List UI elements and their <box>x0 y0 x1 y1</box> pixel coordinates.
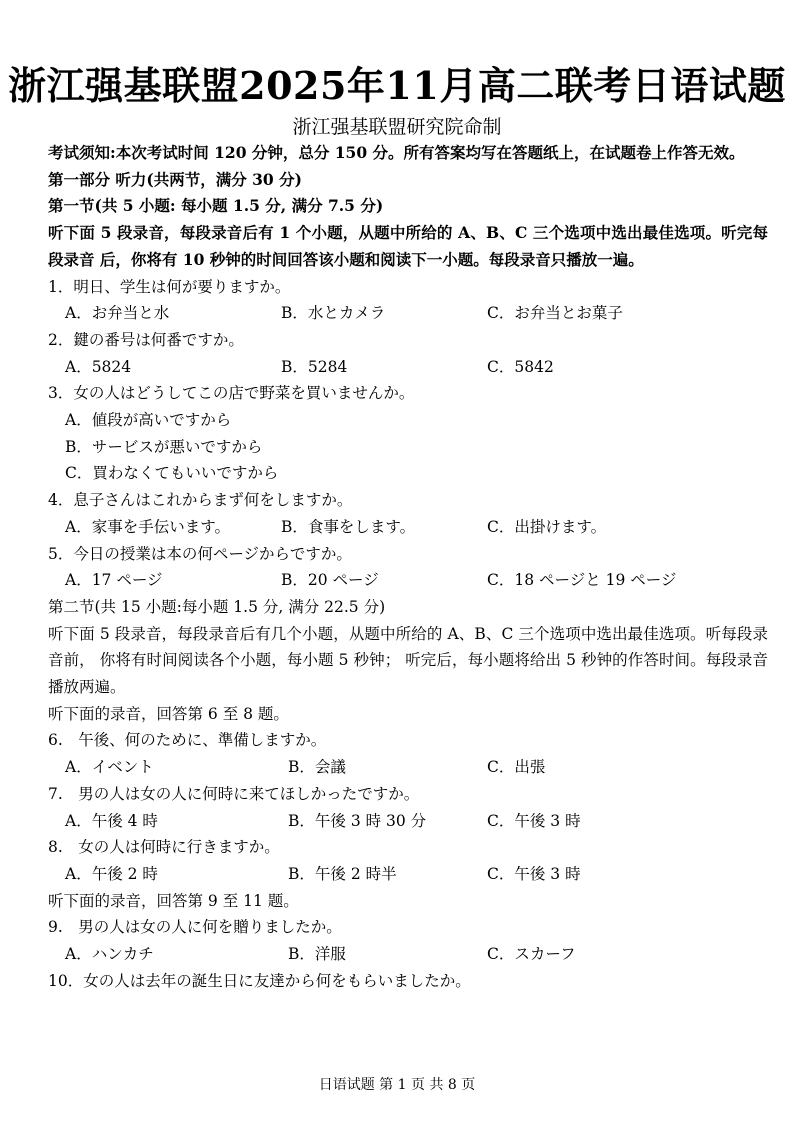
option-a: A．5824 <box>65 357 132 376</box>
option-b: B．5284 <box>281 357 348 376</box>
exam-content <box>48 140 768 995</box>
option-b: B．洋服 <box>288 945 346 964</box>
option-b: B．サービスが悪いですから <box>65 437 263 456</box>
question-2-options <box>48 354 768 381</box>
question-9: 9. 男の人は女の人に何を贈りましたか。 <box>48 918 342 937</box>
option-b: B．食事をします。 <box>281 517 416 536</box>
option-c: C．買わなくてもいいですから <box>65 464 279 483</box>
option-a: A．イベント <box>65 758 154 777</box>
option-a: A．値段が高いですから <box>65 411 232 430</box>
option-c: C．スカーフ <box>487 945 576 964</box>
section2-heading: 第二节(共 15 小题:每小题 1.5 分, 满分 22.5 分) <box>48 597 386 616</box>
question-4: 4．息子さんはこれからまず何をしますか。 <box>48 491 353 510</box>
question-8-options <box>48 861 768 888</box>
question-1: 1．明日、学生は何が要りますか。 <box>48 277 291 296</box>
option-b: B．20 ページ <box>281 571 379 590</box>
option-a: A．午後 4 時 <box>65 811 158 830</box>
option-b: B．午後 3 時 30 分 <box>288 811 427 830</box>
question-4-options <box>48 514 768 541</box>
question-7-options <box>48 808 768 835</box>
question-7: 7. 男の人は女の人に何時に来てほしかったですか。 <box>48 784 420 803</box>
section2-instructions: 听下面 5 段录音，每段录音后有几个小题，从题中所给的 A、B、C 三个选项中选出最佳选项。听每段录音前， 你将有时间阅读各个小题，每小题 5 秒钟； 听完后，每小题将给出 5 秒钟的作答时间。每段录音播放两遍。 <box>48 624 768 697</box>
section1-heading: 第一节(共 5 小题: 每小题 1.5 分, 满分 7.5 分) <box>48 196 384 216</box>
question-2: 2．鍵の番号は何番ですか。 <box>48 330 244 349</box>
group-1-instruction: 听下面的录音，回答第 6 至 8 题。 <box>48 704 289 723</box>
question-5-options <box>48 567 768 594</box>
option-b: B．会議 <box>288 758 346 777</box>
option-a: A．お弁当と水 <box>65 304 170 323</box>
option-c: C．出掛けます。 <box>487 517 607 536</box>
question-5: 5．今日の授業は本の何ページからですか。 <box>48 544 352 563</box>
question-1-options <box>48 300 768 327</box>
page-title: 浙江强基联盟2025年11月高二联考日语试题 <box>8 63 786 108</box>
page-subtitle: 浙江强基联盟研究院命制 <box>292 116 502 138</box>
option-c: C．5842 <box>487 357 554 376</box>
option-c: C．出張 <box>487 758 546 777</box>
option-c: C．お弁当とお菓子 <box>487 304 623 323</box>
option-a: A．家事を手伝います。 <box>65 517 230 536</box>
page-footer: 日语试题 第 1 页 共 8 页 <box>318 1077 476 1093</box>
question-9-options <box>48 941 768 968</box>
question-6: 6. 午後、何のために、準備しますか。 <box>48 731 327 750</box>
question-8: 8. 女の人は何時に行きますか。 <box>48 838 280 857</box>
question-3: 3．女の人はどうしてこの店で野菜を買いませんか。 <box>48 384 415 403</box>
option-c: C．18 ページと 19 ページ <box>487 571 677 590</box>
exam-notice: 考试须知:本次考试时间 120 分钟，总分 150 分。所有答案均写在答题纸上，在试题卷上作答无效。 <box>48 143 745 162</box>
option-c: C．午後 3 時 <box>487 811 581 830</box>
option-a: A．17 ページ <box>65 571 163 590</box>
group-2-instruction: 听下面的录音，回答第 9 至 11 题。 <box>48 891 299 910</box>
option-b: B．水とカメラ <box>281 304 386 323</box>
question-6-options <box>48 754 768 781</box>
section1-instructions: 听下面 5 段录音，每段录音后有 1 个小题，从题中所给的 A、B、C 三个选项中选出最佳选项。听完每段录音 后，你将有 10 秒钟的时间回答该小题和阅读下一小题。每段录音只播放一遍。 <box>48 223 768 269</box>
part1-heading: 第一部分 听力(共两节，满分 30 分) <box>48 169 302 189</box>
option-c: C．午後 3 時 <box>487 864 581 883</box>
question-10: 10．女の人は去年の誕生日に友達から何をもらいましたか。 <box>48 971 471 990</box>
option-a: A．ハンカチ <box>65 945 154 964</box>
option-b: B．午後 2 時半 <box>288 864 397 883</box>
option-a: A．午後 2 時 <box>65 864 158 883</box>
